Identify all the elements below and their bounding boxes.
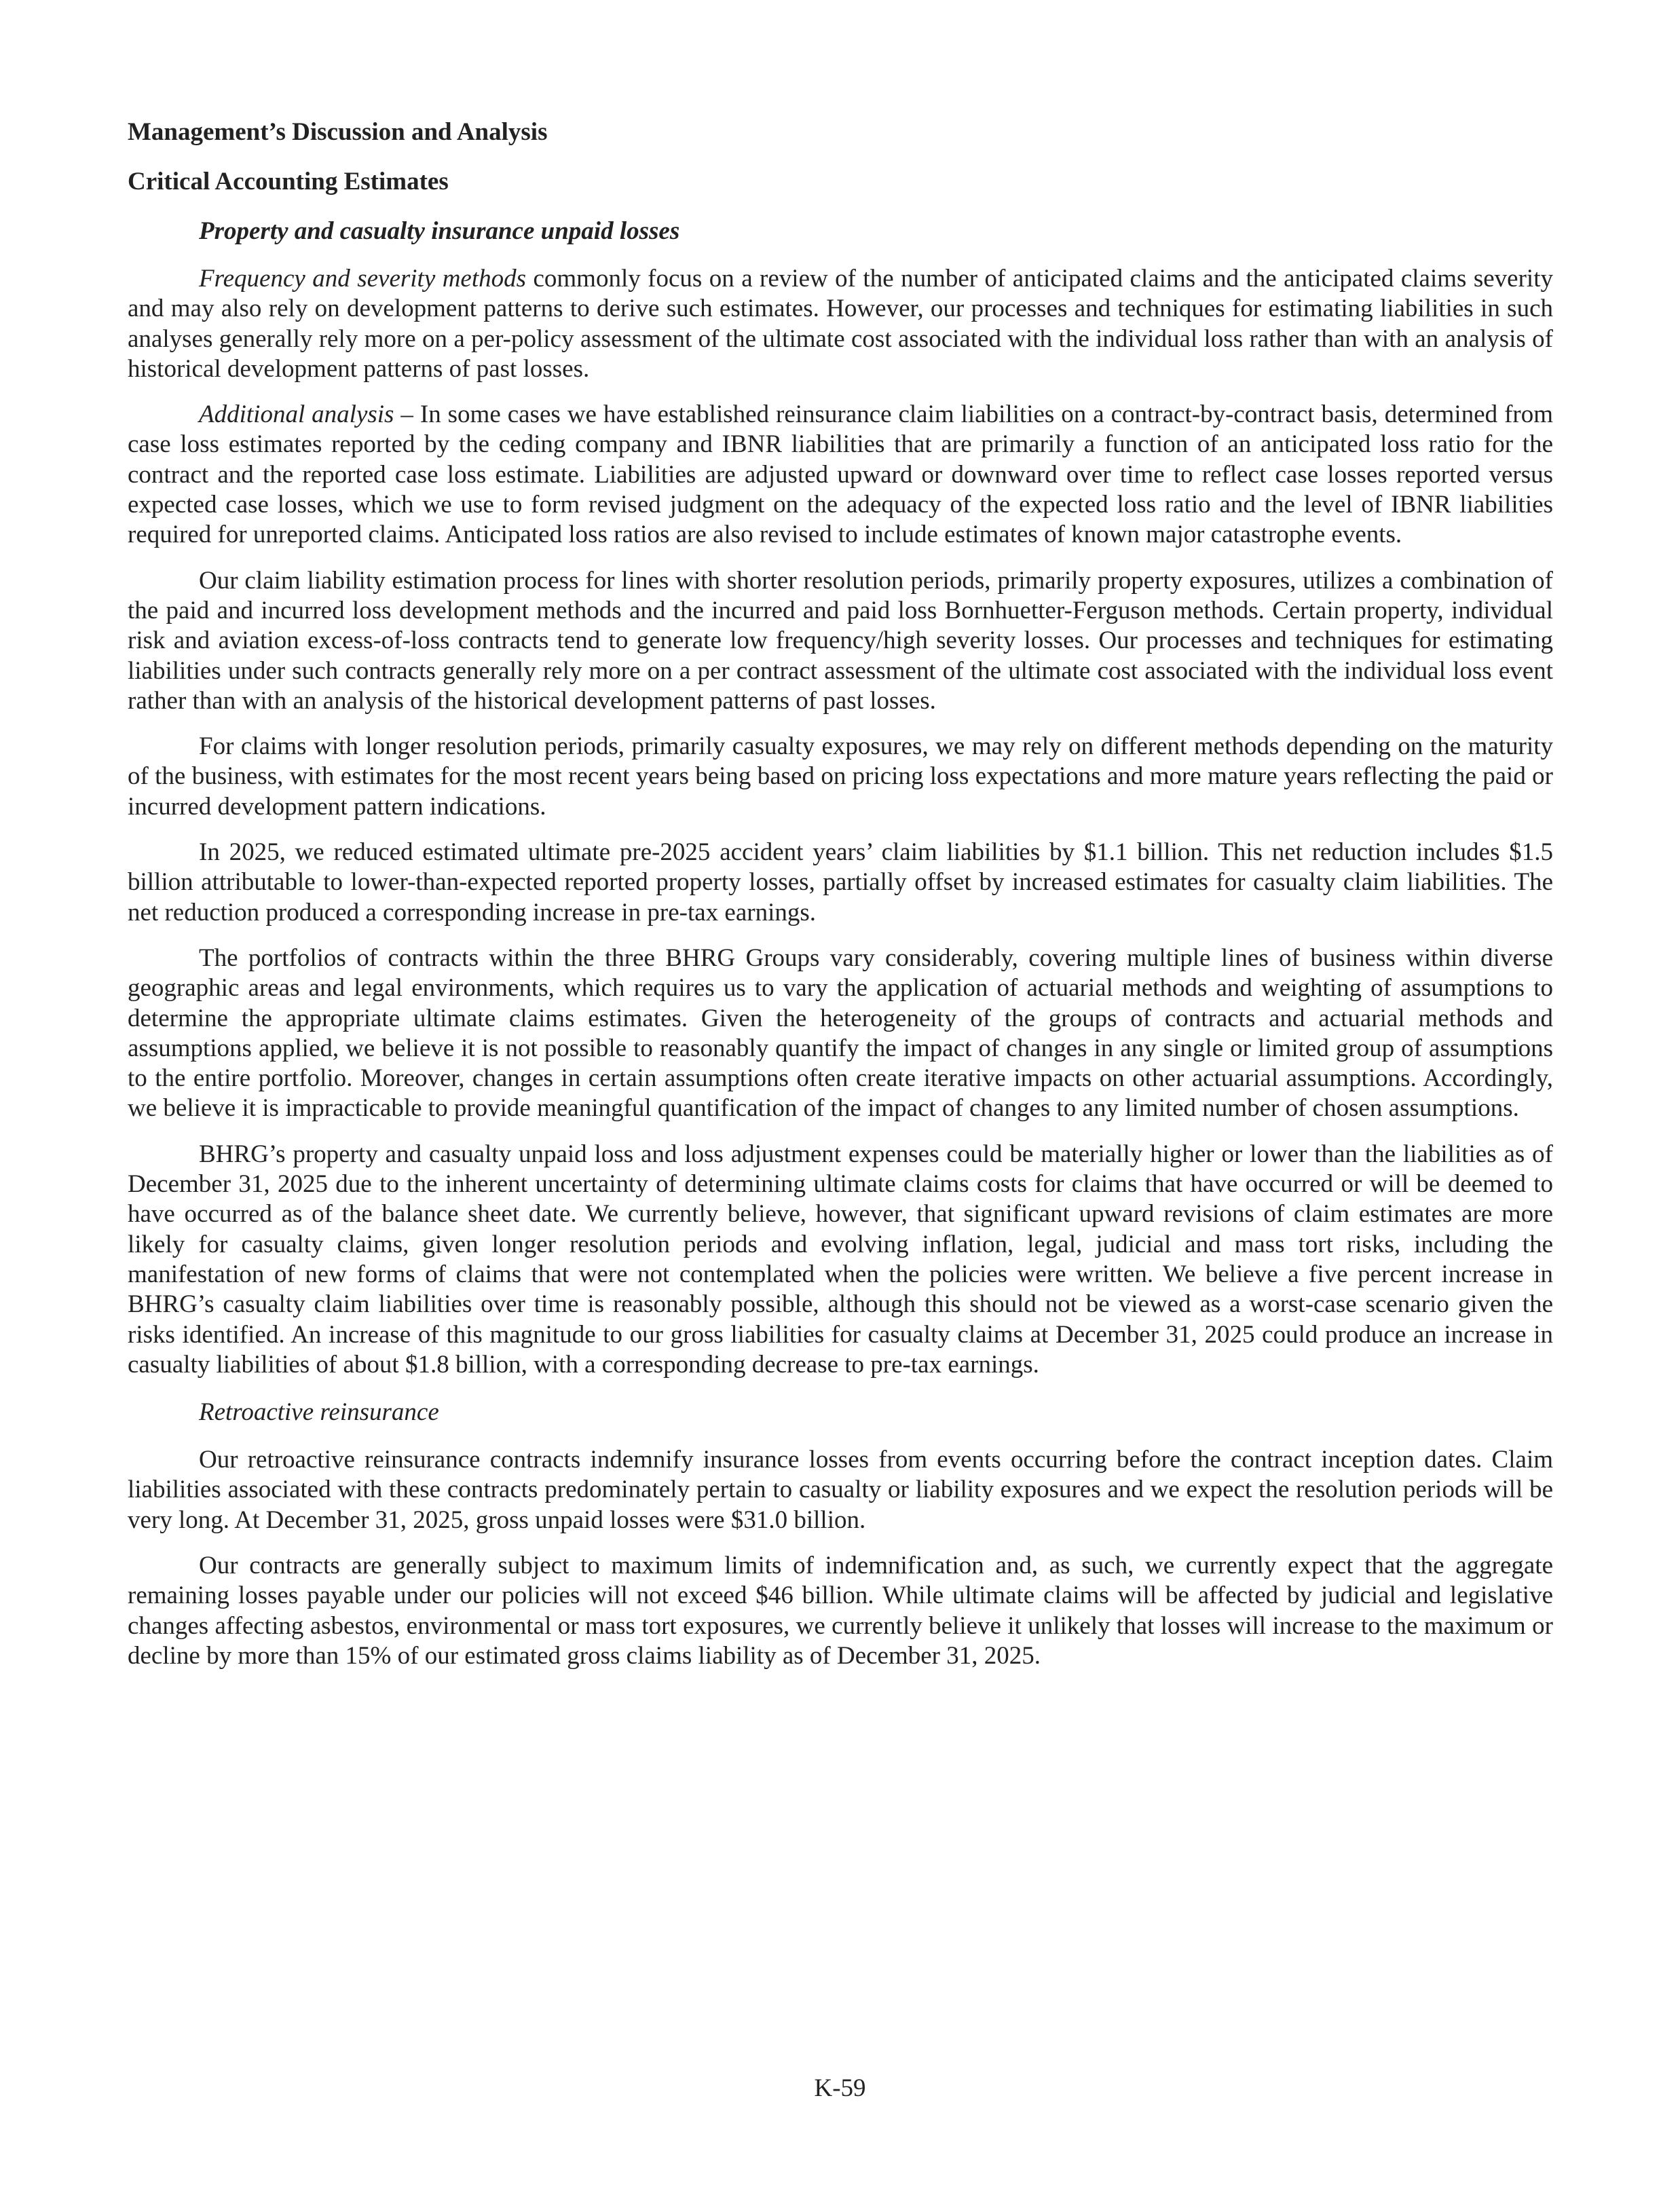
subsection-heading: Critical Accounting Estimates bbox=[128, 168, 449, 195]
paragraph-retroactive-contracts: Our retroactive reinsurance contracts indemnify insurance losses from events occurring before the contract inception dates. Claim liabilities associated with these contracts predominately pertain to casualty or liability exposures and we expect the resolution periods will be very long. At December 31, 2025, gross unpaid losses were $31.0 billion. bbox=[128, 1446, 1553, 1534]
paragraph-bhrg-unpaid-losses: BHRG’s property and casualty unpaid loss and loss adjustment expenses could be materially higher or lower than the liabilities as of December 31, 2025 due to the inherent uncertainty of determining ultimate claims costs for claims that have occurred or will be deemed to have occurred as of the balance sheet date. We currently believe, however, that significant upward revisions of claim estimates are more likely for casualty claims, given longer resolution periods and evolving inflation, legal, judicial and mass tort risks, including the manifestation of new forms of claims that were not contemplated when the policies were written. We believe a five percent increase in BHRG’s casualty claim liabilities over time is reasonably possible, although this should not be viewed as a worst-case scenario given the risks identified. An increase of this magnitude to our gross liabilities for casualty claims at December 31, 2025 could produce an increase in casualty liabilities of about $1.8 billion, with a corresponding decrease to pre-tax earnings. bbox=[128, 1140, 1553, 1379]
paragraph-longer-resolution: For claims with longer resolution periods, primarily casualty exposures, we may rely on different methods depending on the maturity of the business, with estimates for the most recent years being based on pricing loss expectations and more mature years reflecting the paid or incurred development pattern indications. bbox=[128, 732, 1553, 821]
paragraph-shorter-resolution: Our claim liability estimation process for lines with shorter resolution periods, primarily property exposures, utilizes a combination of the paid and incurred loss development methods and the incurred and paid loss Bornhuetter-Ferguson methods. Certain property, individual risk and aviation excess-of-loss contracts tend to generate low frequency/high severity losses. Our processes and techniques for estimating liabilities under such contracts generally rely more on a per contract assessment of the ultimate cost associated with the individual loss event rather than with an analysis of the historical development patterns of past losses. bbox=[128, 566, 1553, 715]
paragraph-2025-reduction: In 2025, we reduced estimated ultimate pre-2025 accident years’ claim liabilities by $1.1 billion. This net reduction includes $1.5 billion attributable to lower-than-expected reported property losses, partially offset by increased estimates for casualty claim liabilities. The net reduction produced a corresponding increase in pre-tax earnings. bbox=[128, 838, 1553, 927]
retroactive-heading: Retroactive reinsurance bbox=[199, 1398, 439, 1427]
page-number: K-59 bbox=[814, 2074, 866, 2102]
paragraph-lead: Frequency and severity methods bbox=[199, 265, 527, 293]
topic-heading: Property and casualty insurance unpaid losses bbox=[199, 217, 680, 245]
section-heading: Management’s Discussion and Analysis bbox=[128, 118, 548, 146]
paragraph-additional-analysis bbox=[128, 400, 1553, 550]
paragraph-bhrg-portfolios: The portfolios of contracts within the three BHRG Groups vary considerably, covering multiple lines of business within diverse geographic areas and legal environments, which requires us to vary the application of actuarial methods and weighting of assumptions to determine the appropriate ultimate claims estimates. Given the heterogeneity of the groups of contracts and actuarial methods and assumptions applied, we believe it is not possible to reasonably quantify the impact of changes in any single or limited group of assumptions to the entire portfolio. Moreover, changes in certain assumptions often create iterative impacts on other actuarial assumptions. Accordingly, we believe it is impracticable to provide meaningful quantification of the impact of changes to any limited number of chosen assumptions. bbox=[128, 943, 1553, 1123]
paragraph-maximum-limits: Our contracts are generally subject to maximum limits of indemnification and, as such, we currently expect that the aggregate remaining losses payable under our policies will not exceed $46 billion. While ultimate claims will be affected by judicial and legislative changes affecting asbestos, environmental or mass tort exposures, we currently believe it unlikely that losses will increase to the maximum or decline by more than 15% of our estimated gross claims liability as of December 31, 2025. bbox=[128, 1551, 1553, 1670]
paragraph-frequency-severity bbox=[128, 264, 1553, 384]
paragraph-text: commonly focus on a review of the number of anticipated claims and the anticipated claims severity and may also rely on development patterns to derive such estimates. However, our processes and techniques for estimating liabilities in such analyses generally rely more on a per-policy assessment of the ultimate cost associated with the individual loss rather than with an analysis of historical development patterns of past losses. bbox=[128, 265, 1553, 383]
paragraph-lead: Additional analysis bbox=[199, 400, 394, 429]
paragraph-text: – In some cases we have established reinsurance claim liabilities on a contract-by-contract basis, determined from case loss estimates reported by the ceding company and IBNR liabilities that are primarily a function of an anticipated loss ratio for the contract and the reported case loss estimate. Liabilities are adjusted upward or downward over time to reflect case losses reported versus expected case losses, which we use to form revised judgment on the adequacy of the expected loss ratio and the level of IBNR liabilities required for unreported claims. Anticipated loss ratios are also revised to include estimates of known major catastrophe events. bbox=[128, 400, 1553, 549]
document-page bbox=[128, 115, 1553, 1687]
